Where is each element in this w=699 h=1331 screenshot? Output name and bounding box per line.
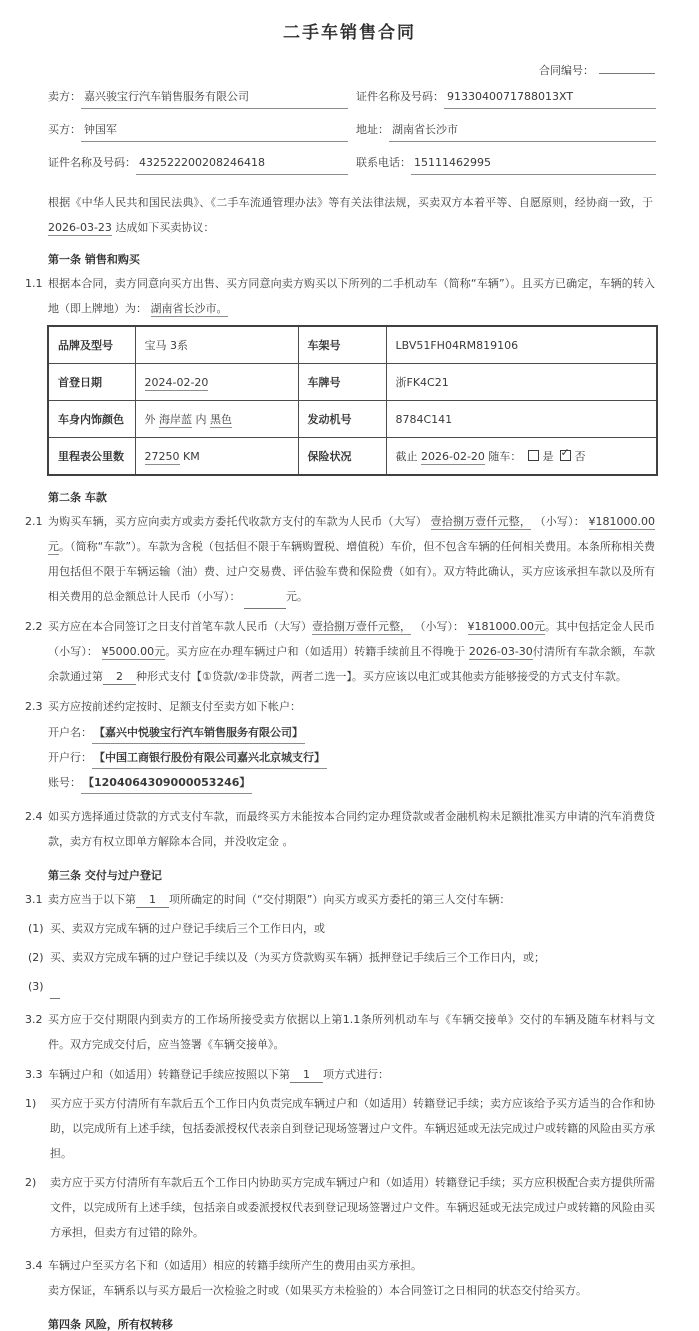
odometer-km-value: 27250 (144, 449, 180, 463)
clause-2-1-body-2: （小写）： (530, 515, 589, 528)
contract-number-blank-field[interactable] (599, 60, 655, 74)
clause-3-1-body-1: 卖方应当于以下第 (48, 893, 136, 906)
clause-2-4 (25, 804, 655, 854)
exterior-prefix: 外 (144, 412, 159, 426)
delivery-option-2 (28, 945, 655, 970)
price-numeric-value: ¥181000.00元 (48, 515, 655, 553)
contract-number-row (0, 60, 655, 76)
delivery-option-3-text (50, 974, 655, 999)
brand-model-label: 品牌及型号 (48, 326, 135, 364)
clause-2-4-text: 如买方选择通过贷款的方式支付车款，而最终买方未能按本合同约定办理贷款或者金融机构未足额批准买方申请的汽车消费贷款，卖方有权立即单方解除本合同，并没收定金 。 (48, 810, 655, 848)
seller-cert-field (356, 91, 656, 109)
insurance-with-car-label: 随车： (484, 450, 522, 463)
delivery-option-2-text: 买、卖双方完成车辆的过户登记手续以及（为买方贷款购买车辆）抵押登记手续后三个工作日内，或； (50, 951, 545, 964)
transfer-option-number-value: 1 (290, 1068, 323, 1083)
plate-number-value: 浙FK4C21 (386, 364, 657, 401)
seller-cert-label: 证件名称及号码： (356, 90, 444, 103)
transfer-option-2-text: 卖方应于买方付清所有车款后五个工作日内协助买方完成车辆过户和（如适用）转籍登记手续；买方应积极配合卖方提供所需文件，以完成所有上述手续，包括亲自或委派授权代表到登记现场签署过户文件。车辆迟延或无法完成过户或转籍的风险由买方承担，但卖方有过错的除外。 (50, 1176, 655, 1239)
balance-due-date-value: 2026-03-30 (468, 645, 533, 658)
insurance-no-label: 否 (574, 450, 586, 463)
clause-3-4-line-1: 车辆过户至买方名下和（如适用）相应的转籍手续所产生的费用由买方承担。 (48, 1259, 422, 1272)
intro-text-2: 达成如下买卖协议： (111, 221, 215, 234)
insurance-status-label: 保险状况 (298, 438, 386, 476)
clause-1-1-body: 根据本合同，卖方同意向买方出售、买方同意向卖方购买以下所列的二手机动车（简称“车辆”）。且买方已确定，车辆的转入地（即上牌地）为： (48, 277, 655, 315)
delivery-option-1-number: (1) (28, 922, 44, 935)
buyer-name-field (48, 124, 348, 142)
transfer-option-1-number: 1) (25, 1097, 37, 1110)
article-2-heading: 第二条 车款 (48, 491, 107, 504)
bank-branch-label: 开户行： (48, 751, 92, 764)
brand-model-value: 宝马 3系 (135, 326, 298, 364)
buyer-cert-label: 证件名称及号码： (48, 156, 136, 169)
delivery-option-1-text: 买、卖双方完成车辆的过户登记手续后三个工作日内，或 (50, 922, 325, 935)
party-row-seller (48, 91, 656, 109)
article-1-heading: 第一条 销售和购买 (48, 253, 140, 266)
clause-2-1 (25, 509, 655, 609)
seller-cert-value: 9133040071788013XT (444, 91, 656, 109)
clause-2-3-text: 买方应按前述约定按时、足额支付至卖方如下帐户： (48, 700, 301, 713)
clause-2-1-number: 2.1 (25, 515, 43, 528)
table-row (48, 326, 657, 364)
clause-2-2-body-1: 买方应在本合同签订之日支付首笔车款人民币（大写） (48, 620, 313, 633)
article-4-heading: 第四条 风险，所有权转移 (48, 1318, 173, 1331)
first-registration-label: 首登日期 (48, 364, 135, 401)
insurance-no-checkbox[interactable] (560, 450, 571, 461)
first-payment-capital-value: 壹拾捌万壹仟元整， (312, 620, 412, 633)
clause-2-3-number: 2.3 (25, 700, 43, 713)
transfer-option-2-number: 2) (25, 1176, 37, 1189)
delivery-option-3-number: (3) (28, 980, 44, 993)
interior-color-value: 黑色 (210, 412, 232, 426)
article-3-heading: 第三条 交付与过户登记 (48, 869, 162, 882)
clause-3-4-line-2: 卖方保证，车辆系以与买方最后一次检验之时或（如果买方未检验的）本合同签订之日相同的状态交付给买方。 (48, 1284, 587, 1297)
buyer-address-label: 地址： (356, 123, 389, 136)
clause-3-3-body-1: 车辆过户和（如适用）转籍登记手续应按照以下第 (48, 1068, 290, 1081)
clause-1-1-text (48, 271, 655, 321)
odometer-label: 里程表公里数 (48, 438, 135, 476)
bank-account-name-line (48, 727, 655, 744)
vehicle-info-table (47, 325, 658, 476)
bank-account-number-label: 账号： (48, 776, 81, 789)
signing-date-value: 2026-03-23 (48, 221, 112, 234)
intro-text-1: 根据《中华人民共和国民法典》、《二手车流通管理办法》等有关法律法规，买卖双方本着平等、自愿原则，经协商一致，于 (48, 196, 653, 209)
first-payment-numeric-value: ¥181000.00元 (467, 620, 546, 633)
clause-3-1-text (48, 887, 655, 912)
clause-3-4 (25, 1253, 655, 1303)
buyer-cert-value: 432522200208246418 (136, 157, 348, 175)
bank-branch-line (48, 752, 655, 769)
clause-2-1-body-4: 元。 (286, 590, 308, 603)
odometer-value (135, 438, 298, 476)
exterior-color-value: 海岸蓝 (159, 412, 192, 426)
bank-account-name-value: 【嘉兴中悦骏宝行汽车销售服务有限公司】 (92, 727, 305, 744)
buyer-address-value: 湖南省长沙市 (389, 124, 656, 142)
clause-2-3 (25, 694, 655, 719)
clause-3-3 (25, 1062, 655, 1087)
clause-2-1-body-1: 为购买车辆，买方应向卖方或卖方委托代收款方支付的车款为人民币（大写） (48, 515, 431, 528)
table-row (48, 438, 657, 476)
clause-3-2-number: 3.2 (25, 1013, 43, 1026)
bank-account-name-label: 开户名： (48, 726, 92, 739)
table-row (48, 364, 657, 401)
buyer-phone-label: 联系电话： (356, 156, 411, 169)
delivery-option-number-value: 1 (136, 893, 169, 908)
bank-branch-value: 【中国工商银行股份有限公司嘉兴北京城支行】 (92, 752, 327, 769)
buyer-value: 钟国军 (81, 124, 348, 142)
buyer-address-field (356, 124, 656, 142)
first-registration-date: 2024-02-20 (144, 375, 209, 389)
vin-value: LBV51FH04RM819106 (386, 326, 657, 364)
plate-number-label: 车牌号 (298, 364, 386, 401)
first-registration-value (135, 364, 298, 401)
clause-2-2-body-6: 种形式支付【①贷款/②非贷款，两者二选一】。买方应该以电汇或其他卖方能够接受的方式支付车款。 (136, 670, 627, 683)
clause-2-2-body-3: 。其中包括定金人民币（小写）： (48, 620, 656, 658)
odometer-unit: KM (179, 449, 200, 463)
intro-paragraph (48, 190, 653, 240)
party-info (48, 91, 656, 175)
transfer-option-1 (25, 1091, 655, 1166)
delivery-option-3-blank-field[interactable] (50, 987, 60, 999)
engine-number-value: 8784C141 (386, 401, 657, 438)
clause-2-2-body-5: 付清所有车款余额，车款余款通过第 (48, 645, 655, 683)
clause-3-2 (25, 1007, 655, 1057)
price-capital-value: 壹拾捌万壹仟元整， (430, 515, 531, 528)
clause-2-2-number: 2.2 (25, 620, 43, 633)
clause-3-3-text (48, 1062, 655, 1087)
contract-number-label: 合同编号： (539, 64, 594, 77)
color-label: 车身内饰颜色 (48, 401, 135, 438)
insurance-status-value (386, 438, 657, 476)
clause-2-2-body-4: 。买方应在办理车辆过户和（如适用）转籍手续前且不得晚于 (165, 645, 469, 658)
clause-3-4-text (48, 1253, 655, 1303)
clause-3-3-number: 3.3 (25, 1068, 43, 1081)
transfer-place-value: 湖南省长沙市。 (150, 302, 228, 315)
delivery-option-3 (28, 974, 655, 999)
clause-2-2-text (48, 614, 655, 689)
interior-prefix: 内 (192, 412, 210, 426)
buyer-phone-value: 15111462995 (411, 157, 656, 175)
payment-method-option-value: 2 (103, 670, 136, 685)
seller-name-field (48, 91, 348, 109)
total-amount-blank-field[interactable] (244, 597, 286, 609)
deposit-value: ¥5000.00元 (101, 645, 166, 658)
seller-value: 嘉兴骏宝行汽车销售服务有限公司 (81, 91, 348, 109)
transfer-option-1-text: 买方应于买方付清所有车款后五个工作日内负责完成车辆过户和（如适用）转籍登记手续；卖方应该给予买方适当的合作和协助，以完成所有上述手续，包括委派授权代表亲自到登记现场签署过户文件。车辆迟延或无法完成过户或转籍的风险由买方承担。 (50, 1097, 655, 1160)
engine-number-label: 发动机号 (298, 401, 386, 438)
insurance-yes-checkbox[interactable] (528, 450, 539, 461)
color-value (135, 401, 298, 438)
clause-2-2 (25, 614, 655, 689)
clause-3-3-body-2: 项方式进行： (323, 1068, 389, 1081)
clause-3-1-body-2: 项所确定的时间（“交付期限”）向买方或买方委托的第三人交付车辆： (169, 893, 511, 906)
delivery-option-2-number: (2) (28, 951, 44, 964)
insurance-until-prefix: 截止 (395, 450, 421, 463)
buyer-cert-field (48, 157, 348, 175)
delivery-option-1 (28, 916, 655, 941)
clause-3-1 (25, 887, 655, 912)
clause-2-4-number: 2.4 (25, 810, 43, 823)
party-row-buyer (48, 124, 656, 142)
page-title: 二手车销售合同 (283, 23, 416, 43)
clause-2-1-text (48, 509, 655, 609)
insurance-until-date: 2026-02-20 (421, 450, 485, 463)
seller-label: 卖方： (48, 90, 81, 103)
clause-2-1-body-3: 。（简称“车款”）。车款为含税（包括但不限于车辆购置税、增值税）车价，但不包含车辆的任何相关费用。本条所称相关费用包括但不限于车辆运输（油）费、过户交易费、评估验车费和保险费（如有）。双方特此确认，买方应该承担车款以及所有相关费用的总金额总计人民币（小写）： (48, 540, 655, 603)
clause-3-1-number: 3.1 (25, 893, 43, 906)
buyer-label: 买方： (48, 123, 81, 136)
transfer-option-2 (25, 1170, 655, 1245)
vin-label: 车架号 (298, 326, 386, 364)
clause-1-1-number: 1.1 (25, 277, 43, 290)
clause-3-4-number: 3.4 (25, 1259, 43, 1272)
bank-account-number-line (48, 777, 655, 794)
buyer-phone-field (356, 157, 656, 175)
bank-account-number-value: 【1204064309000053246】 (81, 777, 252, 794)
party-row-buyer-cert (48, 157, 656, 175)
insurance-yes-label: 是 (542, 450, 554, 463)
table-row (48, 401, 657, 438)
clause-2-2-body-2: （小写）： (411, 620, 468, 633)
clause-1-1 (25, 271, 655, 321)
clause-3-2-text: 买方应于交付期限内到卖方的工作场所接受卖方依据以上第1.1条所列机动车与《车辆交接单》交付的车辆及随车材料与文件。双方完成交付后，应当签署《车辆交接单》。 (48, 1013, 655, 1051)
